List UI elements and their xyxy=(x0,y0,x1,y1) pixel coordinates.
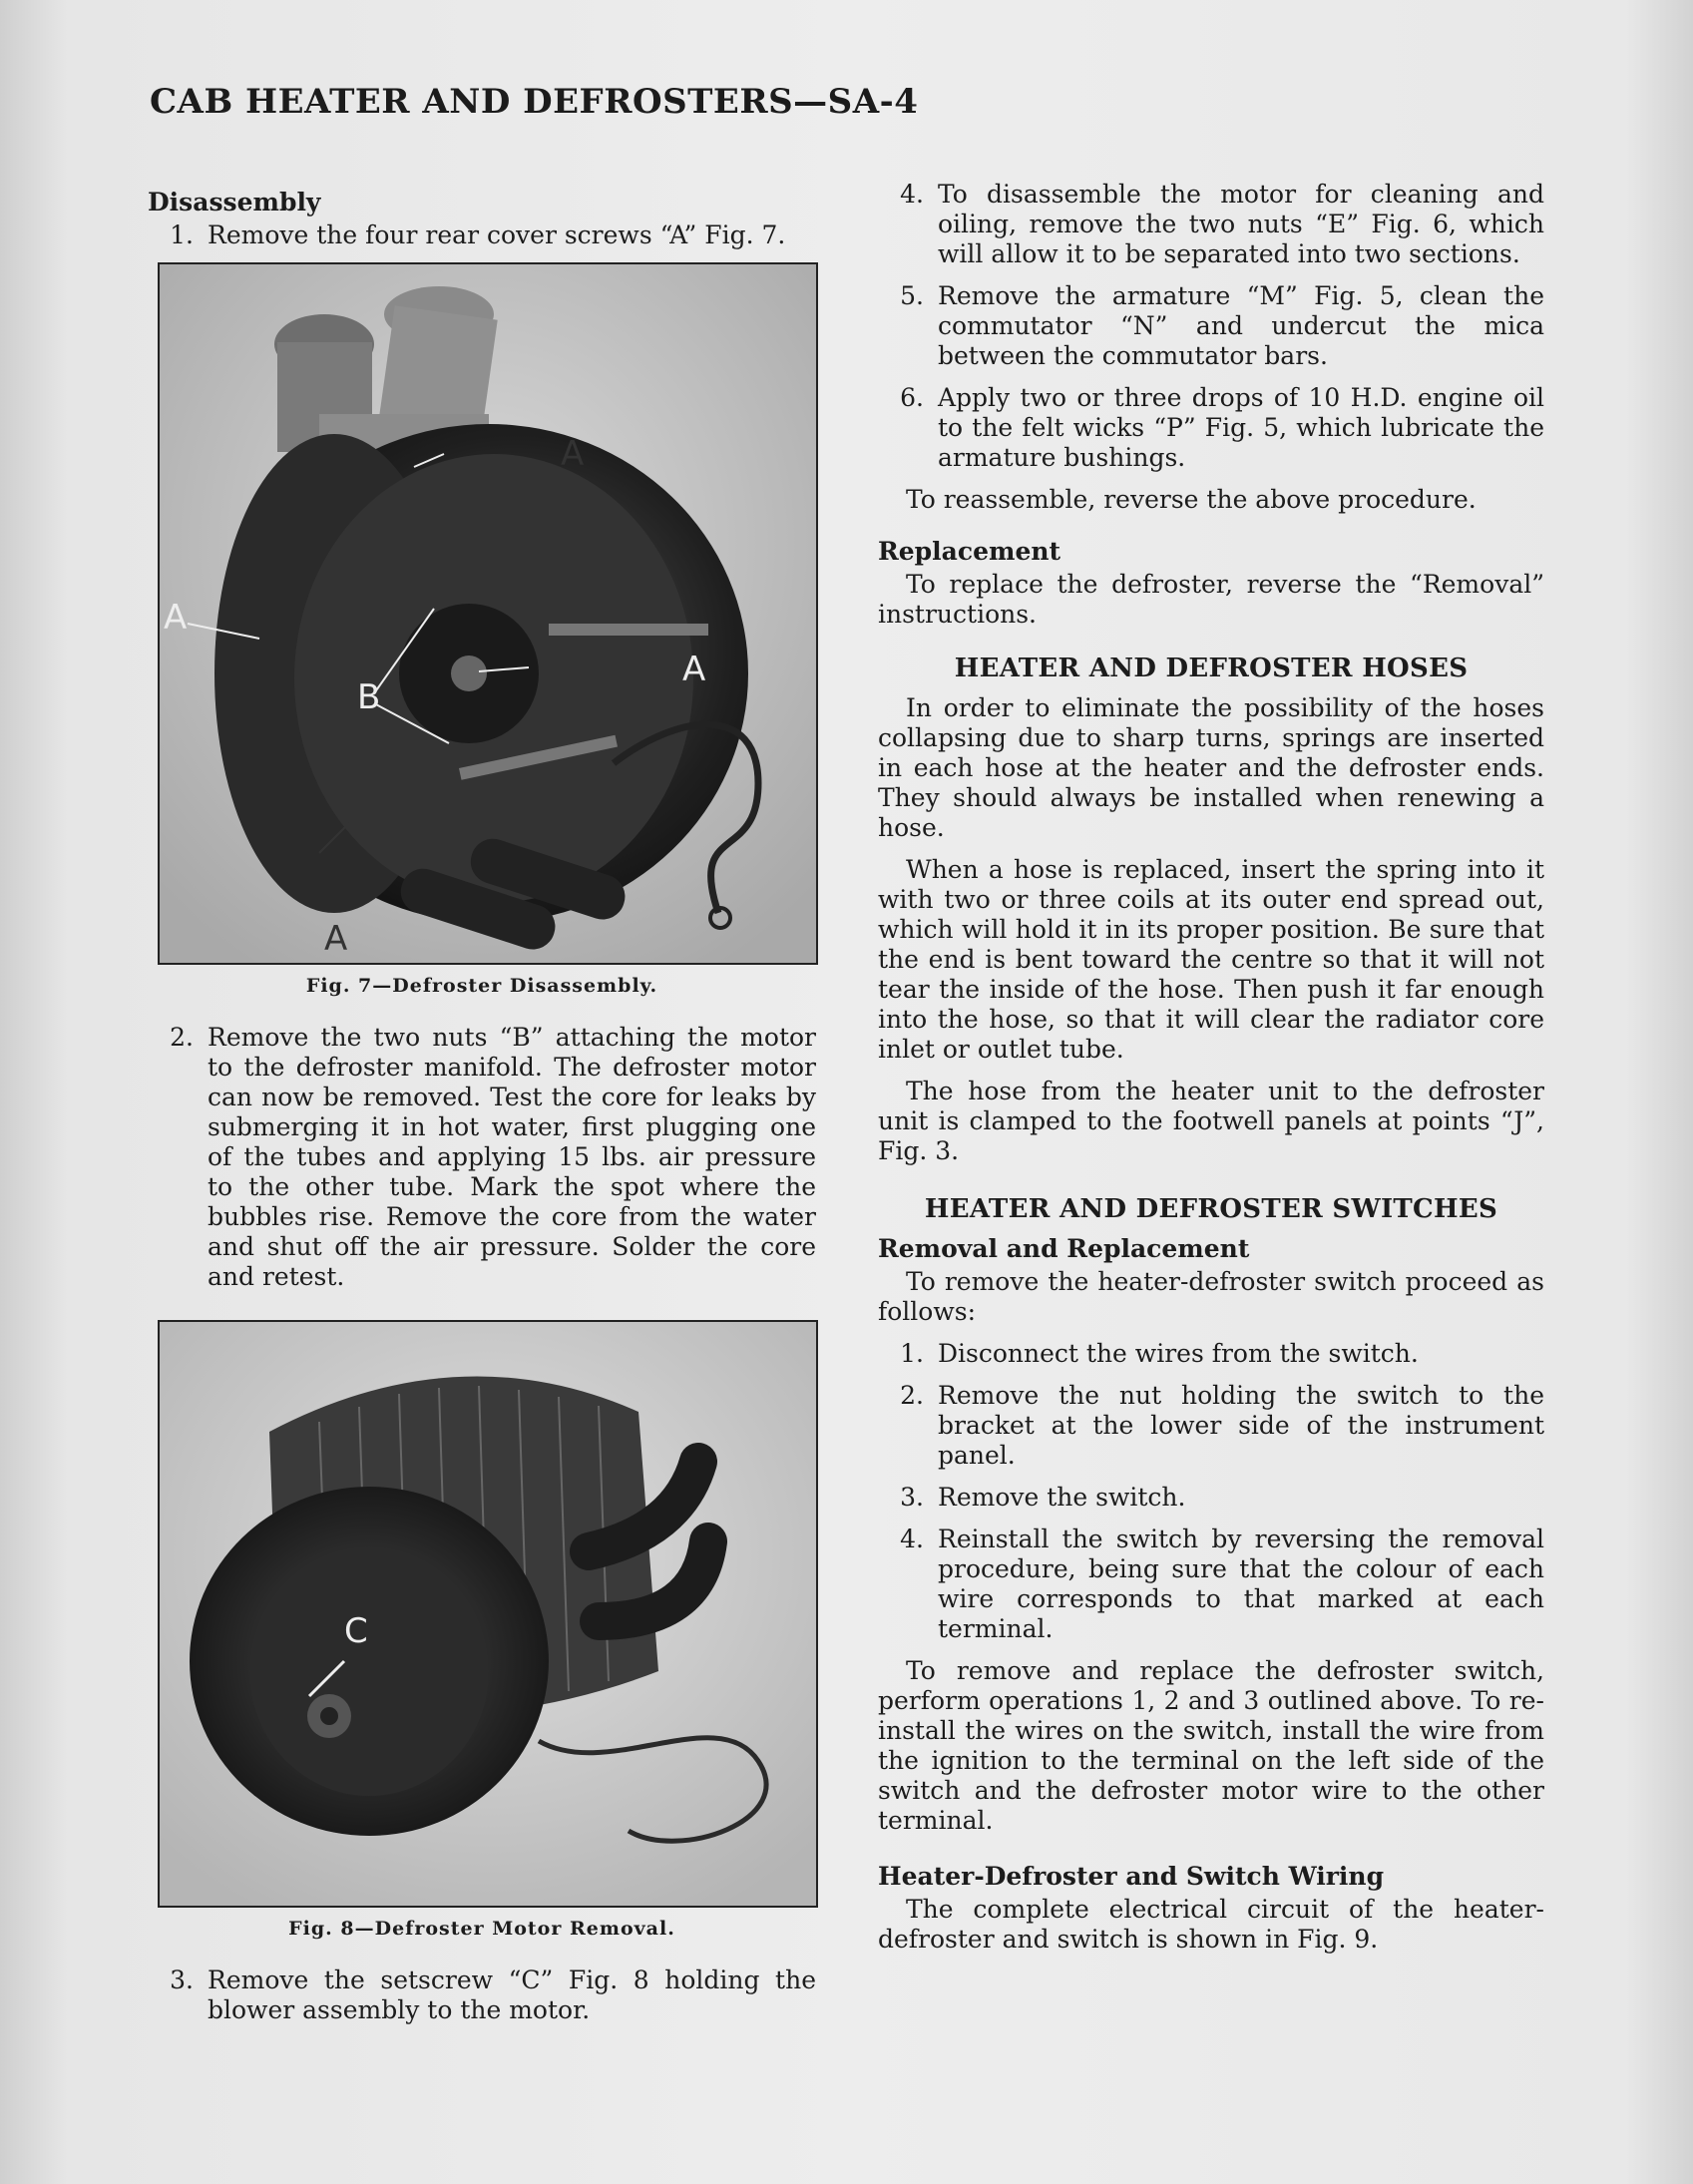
label-a-bottom: A xyxy=(324,919,348,959)
step-text: Apply two or three drops of 10 H.D. engine oil to the felt wicks “P” Fig. 5, which lubricate the armature bushings. xyxy=(938,383,1544,472)
hoses-heading: HEATER AND DEFROSTER HOSES xyxy=(954,654,1469,683)
replacement-heading: Replacement xyxy=(878,537,1061,566)
step-text: Remove the armature “M” Fig. 5, clean the commutator “N” and undercut the mica between the commutator bars. xyxy=(938,281,1544,370)
step-1 xyxy=(148,220,816,250)
label-b: B xyxy=(357,677,381,717)
step-text: Remove the nut holding the switch to the bracket at the lower side of the instrument panel. xyxy=(938,1381,1544,1470)
label-c: C xyxy=(344,1611,368,1651)
defroster-disassembly-illustration xyxy=(160,264,816,963)
label-a-left: A xyxy=(164,598,188,638)
step-number: 5. xyxy=(900,281,924,310)
step-text: Remove the setscrew “C” Fig. 8 holding the blower assembly to the motor. xyxy=(208,1966,816,2024)
step-number: 2. xyxy=(900,1381,924,1410)
step-number: 4. xyxy=(900,180,924,209)
defroster-motor-removal-illustration xyxy=(160,1322,816,1906)
switches-heading: HEATER AND DEFROSTER SWITCHES xyxy=(924,1194,1498,1224)
step-text: Remove the four rear cover screws “A” Fig. 7. xyxy=(208,220,786,249)
right-column xyxy=(878,180,1544,1966)
step-3 xyxy=(148,1966,816,2025)
hoses-paragraph-2: When a hose is replaced, insert the spring into it with two or three coils at its outer end spread out, which will hold it in its proper position. Be sure that the end is bent toward the centre so that it will not tear the inside of the hose. Then push it far enough into the hose, so that it will clear the radiator core inlet or outlet tube. xyxy=(878,855,1544,1064)
figure-7-photo xyxy=(158,262,818,965)
step-text: Disconnect the wires from the switch. xyxy=(938,1339,1419,1368)
hoses-paragraph-1: In order to eliminate the possibility of the hoses collapsing due to sharp turns, springs are inserted in each hose at the heater and the defroster ends. They should always be installed when renewing a hose. xyxy=(878,693,1544,842)
left-column xyxy=(148,180,816,2037)
step-number: 1. xyxy=(900,1339,924,1368)
label-a-right: A xyxy=(682,650,706,689)
step-number: 4. xyxy=(900,1525,924,1553)
step-4 xyxy=(878,180,1544,269)
label-a-top: A xyxy=(561,434,585,474)
switch-step-1 xyxy=(878,1339,1544,1369)
replacement-text: To replace the defroster, reverse the “Removal” instructions. xyxy=(878,570,1544,629)
removal-intro: To remove the heater-defroster switch proceed as follows: xyxy=(878,1267,1544,1326)
wiring-heading: Heater-Defroster and Switch Wiring xyxy=(878,1862,1385,1891)
figure-7-caption: Fig. 7—Defroster Disassembly. xyxy=(305,975,658,997)
page-header: CAB HEATER AND DEFROSTERS—SA-4 xyxy=(150,82,919,122)
wiring-text: The complete electrical circuit of the heater-defroster and switch is shown in Fig. 9. xyxy=(878,1895,1544,1954)
step-number: 2. xyxy=(170,1023,194,1052)
step-text: Remove the switch. xyxy=(938,1483,1186,1512)
disassembly-heading: Disassembly xyxy=(148,188,321,217)
switch-step-4 xyxy=(878,1525,1544,1644)
hoses-paragraph-3: The hose from the heater unit to the defroster unit is clamped to the footwell panels at points “J”, Fig. 3. xyxy=(878,1077,1544,1165)
step-number: 1. xyxy=(170,220,194,249)
reassemble-text: To reassemble, reverse the above procedure. xyxy=(906,485,1477,514)
defroster-switch-text: To remove and replace the defroster switch, perform operations 1, 2 and 3 outlined above. To re-install the wires on the switch, install the wire from the ignition to the terminal on the left side of the switch and the defroster motor wire to the other terminal. xyxy=(878,1656,1544,1835)
step-text: Reinstall the switch by reversing the removal procedure, being sure that the colour of each wire corresponds to that marked at each terminal. xyxy=(938,1525,1544,1643)
step-number: 3. xyxy=(900,1483,924,1512)
step-6 xyxy=(878,383,1544,473)
step-number: 6. xyxy=(900,383,924,412)
step-text: Remove the two nuts “B” attaching the motor to the defroster manifold. The defroster motor can now be removed. Test the core for leaks by submerging it in hot water, first plugging one of the tubes and applying 15 lbs. air pressure to the other tube. Mark the spot where the bubbles rise. Remove the core from the water and shut off the air pressure. Solder the core and retest. xyxy=(208,1023,816,1291)
switch-step-2 xyxy=(878,1381,1544,1471)
step-number: 3. xyxy=(170,1966,194,1994)
removal-replacement-heading: Removal and Replacement xyxy=(878,1234,1250,1263)
switch-step-3 xyxy=(878,1483,1544,1513)
step-2 xyxy=(148,1023,816,1292)
figure-8-photo xyxy=(158,1320,818,1908)
step-5 xyxy=(878,281,1544,371)
figure-8-caption: Fig. 8—Defroster Motor Removal. xyxy=(288,1918,675,1940)
step-text: To disassemble the motor for cleaning and oiling, remove the two nuts “E” Fig. 6, which will allow it to be separated into two sections. xyxy=(938,180,1544,268)
